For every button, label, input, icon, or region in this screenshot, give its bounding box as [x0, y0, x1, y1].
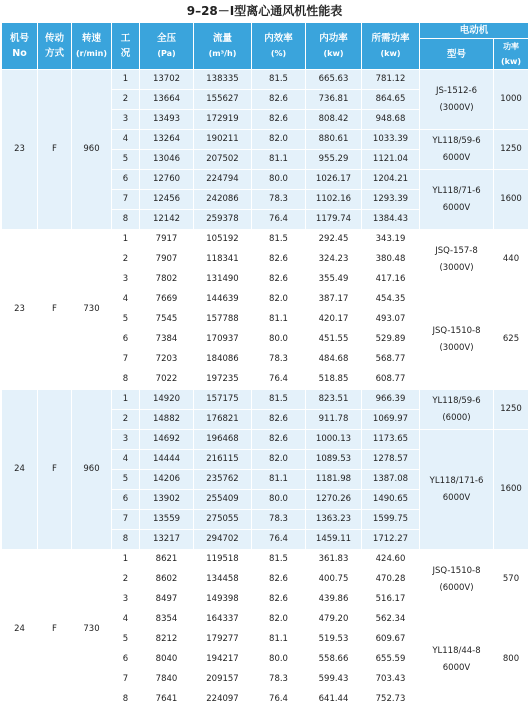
cell-condition: 4	[112, 290, 140, 310]
cell-motor-model	[420, 230, 494, 290]
cell-efficiency: 76.4	[252, 530, 306, 550]
cell-required-power: 948.68	[362, 110, 420, 130]
cell-flow: 207502	[194, 150, 252, 170]
cell-required-power: 516.17	[362, 590, 420, 610]
cell-required-power: 864.65	[362, 90, 420, 110]
motor-model-voltage: 6000V	[442, 202, 471, 213]
cell-required-power: 1033.39	[362, 130, 420, 150]
cell-efficiency: 78.3	[252, 670, 306, 690]
cell-required-power: 1387.08	[362, 470, 420, 490]
cell-efficiency: 80.0	[252, 650, 306, 670]
cell-efficiency: 82.6	[252, 410, 306, 430]
cell-internal-power: 880.61	[306, 130, 362, 150]
cell-efficiency: 78.3	[252, 190, 306, 210]
cell-motor-model	[420, 550, 494, 610]
cell-condition: 7	[112, 670, 140, 690]
cell-internal-power: 641.44	[306, 690, 362, 710]
header-speed: 转速 (r/min)	[72, 23, 112, 70]
cell-condition: 1	[112, 230, 140, 250]
cell-required-power: 529.89	[362, 330, 420, 350]
cell-condition: 4	[112, 130, 140, 150]
cell-machine-no: 23	[2, 230, 38, 390]
cell-flow: 155627	[194, 90, 252, 110]
cell-required-power: 568.77	[362, 350, 420, 370]
cell-efficiency: 76.4	[252, 210, 306, 230]
cell-required-power: 655.59	[362, 650, 420, 670]
cell-required-power: 380.48	[362, 250, 420, 270]
cell-pressure: 12760	[140, 170, 194, 190]
cell-drive: F	[38, 550, 72, 710]
cell-pressure: 14920	[140, 390, 194, 410]
cell-flow: 105192	[194, 230, 252, 250]
cell-motor-power: 1250	[494, 390, 529, 430]
cell-flow: 172919	[194, 110, 252, 130]
cell-efficiency: 81.1	[252, 310, 306, 330]
cell-condition: 6	[112, 170, 140, 190]
cell-efficiency: 78.3	[252, 350, 306, 370]
cell-pressure: 7022	[140, 370, 194, 390]
cell-efficiency: 82.6	[252, 110, 306, 130]
cell-efficiency: 82.0	[252, 290, 306, 310]
cell-pressure: 13702	[140, 70, 194, 90]
cell-condition: 3	[112, 590, 140, 610]
table-row	[2, 550, 529, 570]
cell-required-power: 781.12	[362, 70, 420, 90]
cell-condition: 8	[112, 210, 140, 230]
cell-efficiency: 81.5	[252, 390, 306, 410]
cell-drive: F	[38, 230, 72, 390]
cell-efficiency: 82.6	[252, 430, 306, 450]
cell-flow: 224097	[194, 690, 252, 710]
cell-flow: 131490	[194, 270, 252, 290]
cell-flow: 190211	[194, 130, 252, 150]
cell-pressure: 7545	[140, 310, 194, 330]
cell-internal-power: 808.42	[306, 110, 362, 130]
cell-efficiency: 82.0	[252, 450, 306, 470]
cell-required-power: 470.28	[362, 570, 420, 590]
cell-internal-power: 736.81	[306, 90, 362, 110]
cell-condition: 2	[112, 570, 140, 590]
cell-internal-power: 1026.17	[306, 170, 362, 190]
header-pressure: 全压 (Pa)	[140, 23, 194, 70]
cell-pressure: 13559	[140, 510, 194, 530]
motor-model-name: JS-1512-6	[435, 85, 478, 96]
cell-flow: 196468	[194, 430, 252, 450]
cell-pressure: 7840	[140, 670, 194, 690]
cell-pressure: 7669	[140, 290, 194, 310]
motor-model-name: JSQ-1510-8	[432, 565, 481, 576]
cell-internal-power: 911.78	[306, 410, 362, 430]
header-condition: 工 况	[112, 23, 140, 70]
cell-condition: 5	[112, 150, 140, 170]
cell-pressure: 12456	[140, 190, 194, 210]
header-machine-no: 机号 No	[2, 23, 38, 70]
cell-motor-power: 570	[494, 550, 529, 610]
cell-motor-model	[420, 170, 494, 230]
cell-pressure: 13664	[140, 90, 194, 110]
cell-internal-power: 1089.53	[306, 450, 362, 470]
cell-pressure: 7641	[140, 690, 194, 710]
cell-required-power: 1490.65	[362, 490, 420, 510]
cell-motor-power: 1600	[494, 170, 529, 230]
cell-pressure: 8212	[140, 630, 194, 650]
header-motor-model: 型号	[420, 39, 494, 70]
cell-required-power: 1599.75	[362, 510, 420, 530]
cell-required-power: 966.39	[362, 390, 420, 410]
cell-motor-power: 1250	[494, 130, 529, 170]
cell-speed: 960	[72, 70, 112, 230]
cell-required-power: 1278.57	[362, 450, 420, 470]
cell-internal-power: 1459.11	[306, 530, 362, 550]
cell-flow: 224794	[194, 170, 252, 190]
cell-internal-power: 420.17	[306, 310, 362, 330]
cell-efficiency: 81.5	[252, 70, 306, 90]
cell-condition: 7	[112, 350, 140, 370]
cell-internal-power: 558.66	[306, 650, 362, 670]
cell-required-power: 343.19	[362, 230, 420, 250]
cell-condition: 4	[112, 610, 140, 630]
cell-condition: 3	[112, 430, 140, 450]
cell-flow: 235762	[194, 470, 252, 490]
motor-model-voltage: 6000V	[442, 152, 471, 163]
cell-flow: 179277	[194, 630, 252, 650]
cell-flow: 138335	[194, 70, 252, 90]
motor-model-voltage: 6000V	[442, 492, 471, 503]
cell-condition: 1	[112, 550, 140, 570]
cell-efficiency: 82.6	[252, 590, 306, 610]
cell-flow: 134458	[194, 570, 252, 590]
cell-flow: 197235	[194, 370, 252, 390]
cell-machine-no: 23	[2, 70, 38, 230]
cell-required-power: 493.07	[362, 310, 420, 330]
motor-model-name: YL118/44-8	[432, 645, 481, 656]
motor-model-name: YL118/171-6	[429, 475, 484, 486]
cell-required-power: 1069.97	[362, 410, 420, 430]
header-internal-power: 内功率 (kw)	[306, 23, 362, 70]
cell-flow: 157788	[194, 310, 252, 330]
cell-required-power: 608.77	[362, 370, 420, 390]
cell-motor-model	[420, 70, 494, 130]
cell-pressure: 8354	[140, 610, 194, 630]
motor-model-name: YL118/59-6	[432, 135, 481, 146]
cell-internal-power: 1000.13	[306, 430, 362, 450]
cell-efficiency: 82.6	[252, 90, 306, 110]
cell-condition: 4	[112, 450, 140, 470]
cell-flow: 157175	[194, 390, 252, 410]
cell-pressure: 13902	[140, 490, 194, 510]
cell-required-power: 1384.43	[362, 210, 420, 230]
cell-motor-model	[420, 610, 494, 710]
table-body	[2, 70, 529, 710]
cell-internal-power: 1363.23	[306, 510, 362, 530]
cell-flow: 164337	[194, 610, 252, 630]
cell-efficiency: 82.6	[252, 270, 306, 290]
cell-efficiency: 82.0	[252, 610, 306, 630]
cell-pressure: 14206	[140, 470, 194, 490]
cell-required-power: 1121.04	[362, 150, 420, 170]
cell-efficiency: 81.5	[252, 550, 306, 570]
cell-machine-no: 24	[2, 550, 38, 710]
header-motor: 电动机	[420, 23, 529, 39]
cell-drive: F	[38, 390, 72, 550]
cell-required-power: 1173.65	[362, 430, 420, 450]
motor-model-voltage: (6000V)	[439, 582, 474, 593]
cell-condition: 6	[112, 330, 140, 350]
cell-internal-power: 1270.26	[306, 490, 362, 510]
motor-model-name: JSQ-157-8	[435, 245, 478, 256]
cell-efficiency: 80.0	[252, 490, 306, 510]
cell-condition: 7	[112, 510, 140, 530]
cell-pressure: 12142	[140, 210, 194, 230]
motor-model-voltage: (6000)	[442, 412, 471, 423]
cell-internal-power: 292.45	[306, 230, 362, 250]
cell-efficiency: 82.6	[252, 570, 306, 590]
cell-condition: 8	[112, 690, 140, 710]
cell-pressure: 8602	[140, 570, 194, 590]
cell-condition: 5	[112, 630, 140, 650]
cell-pressure: 7802	[140, 270, 194, 290]
cell-speed: 730	[72, 230, 112, 390]
motor-model-name: YL118/71-6	[432, 185, 481, 196]
cell-condition: 1	[112, 70, 140, 90]
cell-pressure: 13264	[140, 130, 194, 150]
cell-flow: 294702	[194, 530, 252, 550]
motor-model-name: YL118/59-6	[432, 395, 481, 406]
cell-internal-power: 1102.16	[306, 190, 362, 210]
cell-required-power: 1204.21	[362, 170, 420, 190]
cell-speed: 960	[72, 390, 112, 550]
cell-speed: 730	[72, 550, 112, 710]
cell-internal-power: 1179.74	[306, 210, 362, 230]
cell-condition: 3	[112, 110, 140, 130]
cell-internal-power: 479.20	[306, 610, 362, 630]
header-efficiency: 内效率 (%)	[252, 23, 306, 70]
cell-internal-power: 387.17	[306, 290, 362, 310]
cell-efficiency: 80.0	[252, 330, 306, 350]
cell-flow: 216115	[194, 450, 252, 470]
cell-condition: 2	[112, 410, 140, 430]
cell-condition: 5	[112, 470, 140, 490]
cell-flow: 118341	[194, 250, 252, 270]
cell-pressure: 8040	[140, 650, 194, 670]
cell-pressure: 7917	[140, 230, 194, 250]
cell-pressure: 14692	[140, 430, 194, 450]
cell-condition: 7	[112, 190, 140, 210]
cell-internal-power: 361.83	[306, 550, 362, 570]
cell-internal-power: 484.68	[306, 350, 362, 370]
table-row	[2, 390, 529, 410]
cell-efficiency: 81.1	[252, 470, 306, 490]
cell-flow: 275055	[194, 510, 252, 530]
cell-pressure: 14882	[140, 410, 194, 430]
cell-machine-no: 24	[2, 390, 38, 550]
cell-motor-model	[420, 430, 494, 550]
cell-flow: 176821	[194, 410, 252, 430]
cell-required-power: 454.35	[362, 290, 420, 310]
header-motor-power: 功率(kw)	[494, 39, 529, 70]
motor-model-voltage: (3000V)	[439, 262, 474, 273]
cell-required-power: 1712.27	[362, 530, 420, 550]
motor-model-name: JSQ-1510-8	[432, 325, 481, 336]
cell-pressure: 8497	[140, 590, 194, 610]
cell-required-power: 562.34	[362, 610, 420, 630]
cell-internal-power: 955.29	[306, 150, 362, 170]
cell-internal-power: 1181.98	[306, 470, 362, 490]
cell-efficiency: 82.6	[252, 250, 306, 270]
cell-efficiency: 81.5	[252, 230, 306, 250]
cell-motor-model	[420, 290, 494, 390]
cell-motor-power: 625	[494, 290, 529, 390]
cell-condition: 2	[112, 250, 140, 270]
cell-efficiency: 78.3	[252, 510, 306, 530]
cell-condition: 6	[112, 650, 140, 670]
cell-motor-power: 800	[494, 610, 529, 710]
cell-flow: 149398	[194, 590, 252, 610]
cell-efficiency: 76.4	[252, 690, 306, 710]
cell-motor-model	[420, 390, 494, 430]
cell-flow: 170937	[194, 330, 252, 350]
cell-flow: 255409	[194, 490, 252, 510]
cell-internal-power: 324.23	[306, 250, 362, 270]
cell-pressure: 13046	[140, 150, 194, 170]
cell-internal-power: 451.55	[306, 330, 362, 350]
cell-efficiency: 76.4	[252, 370, 306, 390]
motor-model-voltage: (3000V)	[439, 342, 474, 353]
cell-required-power: 703.43	[362, 670, 420, 690]
header-flow: 流量 (m³/h)	[194, 23, 252, 70]
cell-flow: 119518	[194, 550, 252, 570]
cell-flow: 184086	[194, 350, 252, 370]
cell-required-power: 752.73	[362, 690, 420, 710]
cell-condition: 3	[112, 270, 140, 290]
cell-internal-power: 519.53	[306, 630, 362, 650]
cell-internal-power: 439.86	[306, 590, 362, 610]
motor-model-voltage: (3000V)	[439, 102, 474, 113]
cell-condition: 6	[112, 490, 140, 510]
table-row	[2, 70, 529, 90]
cell-flow: 259378	[194, 210, 252, 230]
cell-pressure: 8621	[140, 550, 194, 570]
cell-flow: 242086	[194, 190, 252, 210]
cell-condition: 2	[112, 90, 140, 110]
cell-pressure: 7384	[140, 330, 194, 350]
performance-table	[1, 22, 529, 710]
cell-efficiency: 80.0	[252, 170, 306, 190]
cell-required-power: 609.67	[362, 630, 420, 650]
cell-internal-power: 599.43	[306, 670, 362, 690]
cell-condition: 1	[112, 390, 140, 410]
cell-internal-power: 400.75	[306, 570, 362, 590]
cell-internal-power: 823.51	[306, 390, 362, 410]
header-required-power: 所需功率 (kw)	[362, 23, 420, 70]
cell-internal-power: 665.63	[306, 70, 362, 90]
cell-efficiency: 82.0	[252, 130, 306, 150]
cell-internal-power: 518.85	[306, 370, 362, 390]
cell-pressure: 7907	[140, 250, 194, 270]
cell-required-power: 417.16	[362, 270, 420, 290]
cell-drive: F	[38, 70, 72, 230]
cell-condition: 8	[112, 530, 140, 550]
cell-required-power: 424.60	[362, 550, 420, 570]
motor-model-voltage: 6000V	[442, 662, 471, 673]
cell-motor-model	[420, 130, 494, 170]
table-title: 9–28－Ⅰ型离心通风机性能表	[186, 4, 343, 18]
cell-flow: 194217	[194, 650, 252, 670]
header-drive: 传动 方式	[38, 23, 72, 70]
cell-motor-power: 1600	[494, 430, 529, 550]
cell-flow: 209157	[194, 670, 252, 690]
cell-internal-power: 355.49	[306, 270, 362, 290]
cell-flow: 144639	[194, 290, 252, 310]
cell-pressure: 13493	[140, 110, 194, 130]
cell-required-power: 1293.39	[362, 190, 420, 210]
cell-motor-power: 1000	[494, 70, 529, 130]
cell-motor-power: 440	[494, 230, 529, 290]
cell-condition: 5	[112, 310, 140, 330]
cell-pressure: 14444	[140, 450, 194, 470]
cell-condition: 8	[112, 370, 140, 390]
cell-pressure: 7203	[140, 350, 194, 370]
cell-efficiency: 81.1	[252, 630, 306, 650]
cell-efficiency: 81.1	[252, 150, 306, 170]
table-row	[2, 230, 529, 250]
cell-pressure: 13217	[140, 530, 194, 550]
